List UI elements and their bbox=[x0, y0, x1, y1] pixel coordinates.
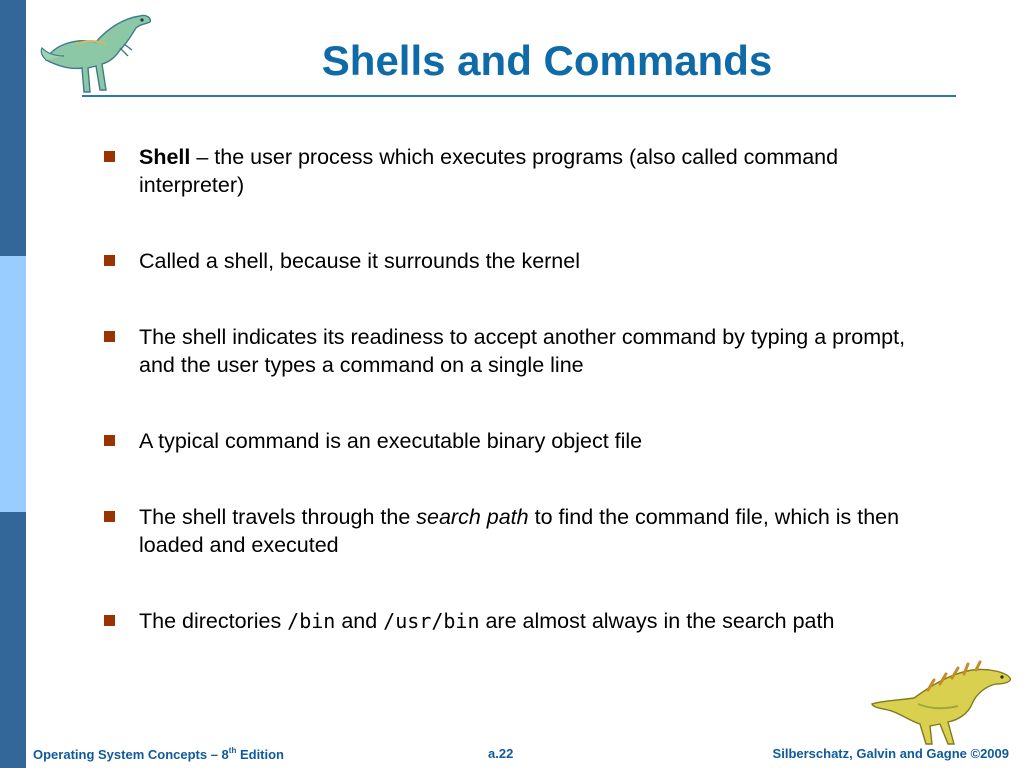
bullet-item bbox=[104, 247, 934, 275]
bullet-list bbox=[104, 143, 934, 683]
bullet-item bbox=[104, 427, 934, 455]
bullet-text: A typical command is an executable binary object file bbox=[139, 429, 643, 453]
bullet-square-icon bbox=[104, 435, 115, 446]
bullet-text: are almost always in the search path bbox=[479, 609, 835, 633]
footer-book-title-edition: Edition bbox=[236, 747, 285, 762]
bullet-item bbox=[104, 143, 934, 199]
bullet-text: Called a shell, because it surrounds the kernel bbox=[139, 249, 581, 273]
footer-book-title bbox=[33, 746, 284, 762]
sidebar-segment-bottom bbox=[0, 512, 26, 768]
bullet-text: The directories bbox=[139, 609, 288, 633]
bullet-text: – the user process which executes programs (also called command interpreter) bbox=[139, 145, 839, 197]
slide-title: Shells and Commands bbox=[321, 37, 773, 84]
bullet-bold-term: Shell bbox=[139, 145, 191, 169]
bullet-text: The shell travels through the bbox=[139, 505, 417, 529]
bullet-item bbox=[104, 323, 934, 379]
bullet-code-path: /usr/bin bbox=[383, 609, 480, 633]
bullet-text: to find the command file, which is then loaded and executed bbox=[139, 505, 900, 557]
bullet-square-icon bbox=[104, 255, 115, 266]
bullet-square-icon bbox=[104, 511, 115, 522]
dinosaur-bottom-icon bbox=[868, 660, 1016, 746]
bullet-italic-term: search path bbox=[416, 505, 529, 529]
footer-slide-number: a.22 bbox=[488, 746, 514, 761]
footer-book-title-sup: th bbox=[228, 746, 237, 755]
footer-copyright: Silberschatz, Galvin and Gagne ©2009 bbox=[772, 746, 1009, 761]
bullet-square-icon bbox=[104, 615, 115, 626]
title-divider bbox=[82, 95, 956, 97]
left-sidebar bbox=[0, 0, 26, 768]
footer-book-title-text: Operating System Concepts – 8 bbox=[33, 747, 229, 762]
bullet-text: and bbox=[335, 609, 384, 633]
bullet-item bbox=[104, 607, 934, 635]
bullet-code-path: /bin bbox=[287, 609, 336, 633]
bullet-item bbox=[104, 503, 934, 559]
bullet-text: The shell indicates its readiness to accept another command by typing a prompt, and the user types a command on a single line bbox=[139, 325, 906, 377]
bullet-square-icon bbox=[104, 331, 115, 342]
sidebar-segment-middle bbox=[0, 256, 26, 512]
bullet-square-icon bbox=[104, 151, 115, 162]
